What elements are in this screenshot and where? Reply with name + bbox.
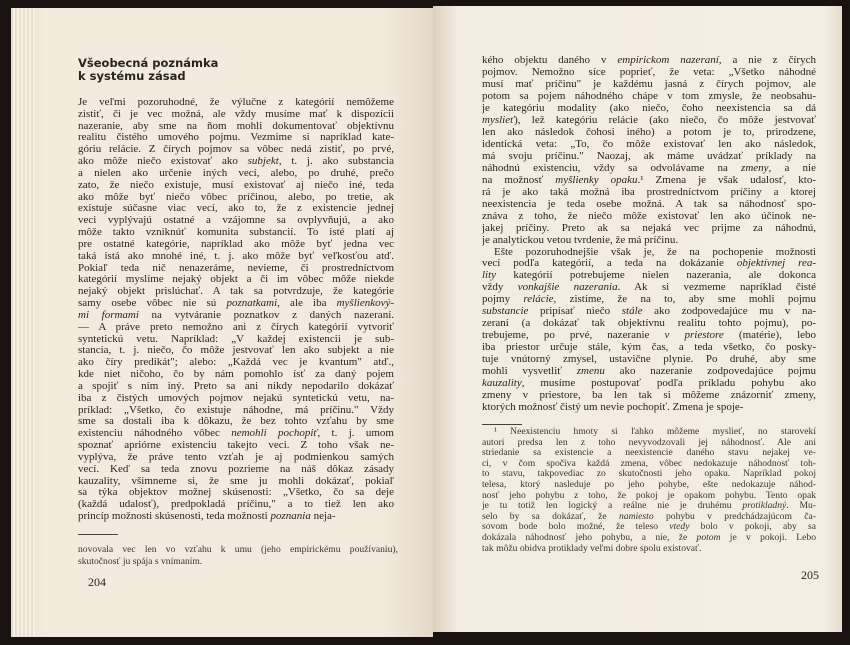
text-line	[78, 464, 394, 476]
text-line	[482, 459, 816, 470]
text-segment: kého objektu daného v	[482, 55, 618, 66]
text-segment: nosť jeho pohybu z toho, že pokoj je opakom pohybu. Tento opak	[482, 490, 816, 501]
footnote-rule	[78, 534, 118, 535]
page-number-right: 205	[801, 568, 819, 582]
text-segment: je analytickou vetou tvrdenie, že má príčinu.	[482, 234, 679, 246]
text-line	[482, 175, 816, 187]
text-segment: skutočnosť ju spája s vnímaním.	[78, 555, 203, 567]
text-line	[78, 322, 394, 334]
text-line	[78, 310, 394, 322]
text-line	[482, 427, 816, 438]
text-line	[78, 192, 394, 204]
text-segment: vecí. Keď sa teda znovu pozrieme na náš dôkaz zásady	[78, 463, 394, 475]
text-line	[482, 79, 816, 91]
text-line	[78, 144, 394, 156]
text-line	[482, 402, 816, 414]
text-segment: dokázala náhodnosť jeho pohybu, a nie, že	[482, 532, 697, 543]
text-line	[482, 223, 816, 235]
text-line	[482, 103, 816, 115]
text-segment: striedanie sa existencie a neexistencie daného stavu nejakej ve-	[482, 448, 816, 459]
text-segment: môže takto vzniknúť komunita substancií. To isté platí aj	[78, 227, 394, 239]
right-body-text	[482, 55, 816, 414]
italic-text: poznania	[270, 510, 311, 522]
text-line	[482, 512, 816, 523]
text-line	[482, 235, 816, 247]
text-segment: realitu čistého umového pojmu. Vezmime si napríklad kate-	[78, 132, 394, 144]
text-line	[78, 286, 394, 298]
text-segment: góriu relácie. Z čírych pojmov sa vôbec nedá zistiť, po prvé,	[78, 144, 394, 156]
text-segment: , musíme postupovať podľa príkladu pohybu ako	[521, 378, 816, 390]
text-segment: ako môže niečo existovať ako	[78, 156, 248, 168]
text-line	[78, 334, 394, 346]
text-segment: ako môže byť niečo vôbec príčinou, alebo, po tretie, ak	[78, 191, 394, 203]
text-segment: a nielen ako určenie iných vecí, alebo, po druhé, prečo	[78, 167, 394, 179]
text-segment: pojmov. Nemožno síce poprieť, že veta: „Všetko náhodné	[482, 66, 816, 78]
heading-line: k systému zásad	[78, 69, 186, 83]
text-line	[482, 533, 816, 544]
text-line	[482, 354, 816, 366]
italic-text: myšlienky opaku	[555, 174, 638, 186]
footnote-rule	[482, 424, 522, 425]
italic-text: poznatkami	[226, 298, 278, 310]
text-line	[78, 499, 394, 511]
text-segment: sovom bode bolo možné, že teleso	[482, 522, 670, 533]
text-line	[482, 199, 816, 211]
text-line	[78, 203, 394, 215]
text-segment: selo by sa dokázať, že	[482, 511, 619, 522]
text-segment: neexistencia je teda osebe možná. A tak sa náhodnosť spo-	[482, 198, 816, 210]
text-segment: musí mať príčinu" je každému jasná z čírych pojmov, ale	[482, 78, 816, 90]
text-line	[78, 239, 394, 251]
heading-line: Všeobecná poznámka	[78, 56, 219, 70]
italic-text: mi formami	[78, 309, 139, 321]
italic-text: subjekt	[247, 156, 279, 168]
text-segment: samy osebe vôbec nie sú	[78, 298, 227, 310]
text-segment: zistiť, či je vec možná, ale vždy musíme mať k dispozícii	[78, 108, 394, 120]
text-segment: má svoju príčinu." Naozaj, ak máme uvádzať príklady na	[482, 150, 816, 162]
text-line	[78, 97, 394, 109]
text-segment: existuje súčasne viac vecí, ako to, že z existencie jednej	[78, 203, 394, 215]
text-segment: Pokiaľ teda nič nenazeráme, nevieme, či prostredníctvom	[78, 262, 394, 274]
italic-text: substancie	[482, 306, 529, 318]
italic-text: lity	[482, 270, 497, 282]
text-segment: Je veľmi pozoruhodné, že výlučne z kategórií nemôžeme	[78, 97, 394, 108]
text-line	[78, 428, 394, 440]
italic-text: namiesto	[618, 511, 654, 522]
text-line	[482, 306, 816, 318]
text-line	[78, 393, 394, 405]
text-segment: iba priestor určuje stále, kým čas, a teda všetko, čo posky-	[482, 342, 816, 354]
page-edges	[11, 8, 35, 637]
text-line	[78, 156, 394, 168]
text-line	[482, 469, 816, 480]
page-number-left: 204	[88, 575, 106, 589]
text-segment: iba z čistých umových pojmov nejakú syntetickú vetu, na-	[78, 392, 394, 404]
italic-text: potom	[696, 532, 721, 543]
text-segment: , t. j. umom	[317, 428, 394, 440]
italic-text: protikladný	[742, 501, 787, 512]
text-line	[482, 127, 816, 139]
section-heading	[78, 57, 218, 83]
italic-text: relácie	[523, 294, 554, 306]
text-line	[482, 151, 816, 163]
text-segment: nejaký objekt prislúchať. A tak sa potvrdzuje, že kategórie	[78, 286, 394, 298]
italic-text: objektívnej rea-	[736, 258, 816, 270]
text-segment: stancia, t. j. niečo, čo môže jestvovať len ako subjekt a nie	[78, 345, 394, 357]
text-segment: trebujeme, po prvé, nazeranie	[482, 330, 665, 342]
text-segment: novovala vec len vo vzťahu k umu (jeho empirickému používaniu),	[78, 544, 398, 555]
text-segment: ako nazeranie zodpovedajúce pojmu	[604, 366, 816, 378]
text-segment: neja-	[310, 510, 336, 522]
italic-text: zmeny	[741, 162, 769, 174]
text-segment: vecí podľa kategórií, a teda na dokázanie	[482, 258, 737, 270]
text-segment: , zistíme, že na to, aby sme mohli pojmu	[553, 294, 816, 306]
text-line	[482, 55, 816, 67]
text-segment: jakej príčiny. Preto ak sa nejaká vec prijme za náhodnú,	[482, 222, 816, 234]
text-segment: ¹ Neexistenciu hmoty si ľahko môžeme myslieť, no starovekí	[494, 427, 816, 437]
text-segment: zato, že niečo existuje, musí existovať aj niečo iné, teda	[78, 179, 394, 191]
text-line	[482, 501, 816, 512]
text-segment: tak môžu obidva protiklady veľmi dobre spolu existovať.	[482, 543, 702, 554]
text-segment: je tu totiž len logický a reálne nie je druhému	[482, 501, 743, 512]
text-segment: je v pokoji. Lebo	[720, 532, 816, 543]
text-segment: taká istá ako mnohé iné, t. j. ako môže byť veľkosťou atď.	[78, 250, 394, 262]
text-segment: existenciu náhodného vôbec	[78, 428, 232, 440]
text-segment: rá je ako taká možná iba prostredníctvom príčiny a ktorej	[482, 186, 816, 198]
text-segment: identická veta: „To, čo môže existovať len ako následok,	[482, 138, 816, 150]
text-segment: . Mu-	[786, 501, 816, 512]
text-line	[482, 480, 816, 491]
text-line	[78, 357, 394, 369]
text-line	[482, 67, 816, 79]
text-line	[78, 405, 394, 417]
italic-text: myšlienkový-	[336, 298, 394, 310]
text-line	[482, 115, 816, 127]
text-segment: to stavu, takpovediac zo skutočnosti jeho opaku. Napríklad pokoj	[482, 469, 816, 480]
text-segment: — A práve preto nemožno ani z čírych kategórií vytvoriť	[78, 321, 394, 333]
text-line	[482, 294, 816, 306]
italic-text: kauzality	[482, 378, 522, 390]
text-line	[482, 247, 816, 259]
text-segment: mohli vysvetliť	[482, 366, 577, 378]
text-segment: zeraní (a dokázať tak objektívnu realitu tohto pojmu), po-	[482, 318, 816, 330]
text-line	[78, 544, 398, 556]
text-segment: autori predsa len z toho nevyvodzovali jej náhodnosť. Ale ani	[482, 437, 816, 448]
text-segment: pre ostatné kategórie, napríklad ako môže byť jedna vec	[78, 238, 394, 250]
left-footnote	[78, 544, 398, 567]
text-segment: (každá udalosť), predpokladá príčinu," a to tiež len ako	[78, 499, 394, 511]
text-segment: veci vyplývajú ostatné a vzájomne sa ovplyvňujú, a ako	[78, 215, 394, 227]
text-segment: bolo v pokoji, aby sa	[689, 522, 816, 533]
text-line	[482, 330, 816, 342]
text-line	[482, 544, 816, 555]
text-segment: (matérie), lebo	[723, 330, 816, 342]
text-segment: vyplýva, že práve tento vzťah je aj podmienkou samých	[78, 451, 394, 463]
text-line	[482, 211, 816, 223]
text-line	[482, 139, 816, 151]
text-line	[78, 251, 394, 263]
text-line	[78, 487, 394, 499]
text-segment: ), lež kategóriu relácie (ako niečo, čo môže jestvovať	[514, 114, 816, 126]
text-line	[78, 274, 394, 286]
italic-text: stále	[621, 306, 643, 318]
text-line	[78, 215, 394, 227]
text-line	[78, 511, 394, 523]
text-line	[78, 440, 394, 452]
text-segment: sme sa dostali iba k dôkazu, že bez tohto vzťahu by sme	[78, 416, 394, 428]
text-segment: spoznať apriórne existenciu takejto veci. Z toho však ne-	[78, 440, 394, 452]
text-line	[482, 91, 816, 103]
text-segment: kategórií myslíme nejaký objekt a či im vôbec môže niekde	[78, 274, 394, 286]
text-line	[482, 522, 816, 533]
text-line	[482, 282, 816, 294]
text-segment: a spojiť s ním iný. Preto sa ani nikdy nepodarilo dokázať	[78, 380, 394, 392]
text-line	[78, 180, 394, 192]
text-segment: pripísať niečo	[528, 306, 622, 318]
text-line	[78, 381, 394, 393]
text-line	[78, 132, 394, 144]
italic-text: empirickom nazeraní	[617, 55, 719, 66]
text-line	[78, 556, 398, 568]
text-line	[482, 342, 816, 354]
italic-text: nemohli pochopiť	[231, 428, 318, 440]
italic-text: zmenu	[576, 366, 605, 378]
text-line	[78, 121, 394, 133]
text-segment: pohybu v predchádzajúcom ča-	[653, 511, 816, 522]
text-segment: kategórií potrebujeme nielen nazerania, ale dokonca	[496, 270, 816, 282]
text-line	[78, 298, 394, 310]
text-line	[78, 263, 394, 275]
text-segment: ci, v čom spočíva každá zmena, vôbec nedokazuje náhodnosť toh-	[482, 458, 816, 469]
text-line	[482, 163, 816, 175]
text-segment: ktorých možnosť čistý um nevie pochopiť. Zmena je spoje-	[482, 402, 744, 414]
text-line	[482, 438, 816, 449]
text-line	[78, 476, 394, 488]
text-segment: na možnosť	[482, 174, 556, 186]
text-segment: ako zodpovedajúce mu v na-	[642, 306, 816, 318]
text-line	[482, 390, 816, 402]
text-segment: . Ak si vezmeme napríklad čisté	[617, 282, 816, 294]
right-footnote	[482, 427, 816, 554]
left-body-text	[78, 97, 394, 523]
text-segment: pojmy	[482, 294, 524, 306]
text-line	[78, 416, 394, 428]
text-line	[482, 258, 816, 270]
text-segment: Ešte pozoruhodnejšie však je, že na pochopenie možnosti	[494, 246, 816, 258]
text-line	[78, 345, 394, 357]
text-line	[482, 378, 816, 390]
text-segment: nazeranie, aby sme na ňom mohli dokumentovať objektívnu	[78, 120, 394, 132]
text-segment: princíp možnosti skúsenosti, teda možnosti	[78, 510, 271, 522]
text-segment: , t. j. ako substancia	[278, 156, 394, 168]
text-segment: len ako následok čohosi iného) a potom je to, prirodzene,	[482, 126, 816, 138]
text-line	[78, 168, 394, 180]
text-segment: sa týka objektov možnej skúsenosti: „Všetko, čo sa deje	[78, 487, 394, 499]
text-line	[78, 109, 394, 121]
text-segment: telesa, ktorý nasleduje po jeho pohybe, ešte nedokazuje náhod-	[482, 479, 816, 490]
text-line	[482, 187, 816, 199]
text-segment: je kategóriu modality (ako niečo, čoho neexistencia sa dá	[482, 102, 816, 114]
text-segment: , a nie z čírych	[718, 55, 816, 66]
italic-text: myslieť	[482, 114, 515, 126]
text-line	[482, 491, 816, 502]
text-segment: vždy	[482, 282, 518, 294]
text-segment: na vytváranie poznatkov z daných nazeraní.	[138, 309, 394, 321]
text-segment: príklad: „Všetko, čo existuje náhodne, má príčinu." Vždy	[78, 404, 394, 416]
italic-text: vonkajšie nazerania	[517, 282, 618, 294]
italic-text: v priestore	[664, 330, 724, 342]
text-line	[78, 452, 394, 464]
text-line	[482, 270, 816, 282]
italic-text: vtedy	[669, 522, 690, 533]
text-segment: náhodnú existenciu, vždy sa odvolávame na	[482, 162, 742, 174]
text-line	[482, 318, 816, 330]
text-segment: , a nie	[768, 162, 816, 174]
text-segment: .¹ Zmena je však udalosť, kto-	[637, 174, 816, 186]
text-segment: ako číry predikát"; alebo: „Každá vec je kvantum" atď.,	[78, 357, 394, 369]
text-line	[78, 227, 394, 239]
text-segment: syntetickú vetu. Napríklad: „V každej existencii je sub-	[78, 333, 394, 345]
text-line	[482, 366, 816, 378]
text-segment: tuje vnútorný zmysel, ustavične plynie. Po druhé, aby sme	[482, 354, 816, 366]
text-segment: znáva z toho, že niečo môže existovať len ako účinok ne-	[482, 210, 816, 222]
text-line	[482, 448, 816, 459]
text-segment: potom sa pojem náhodného chápe v tom zmysle, že neobsahu-	[482, 90, 816, 102]
text-segment: , ale iba	[277, 298, 337, 310]
text-segment: kde niet ničoho, čo by nám pomohlo ísť za daný pojem	[78, 369, 394, 381]
text-segment: zmeny v priestore, ba len tak si môžeme znázorniť zmeny,	[482, 390, 816, 402]
text-line	[78, 369, 394, 381]
text-segment: kauzality, všimneme si, že sme ju mohli dokázať, pokiaľ	[78, 475, 394, 487]
